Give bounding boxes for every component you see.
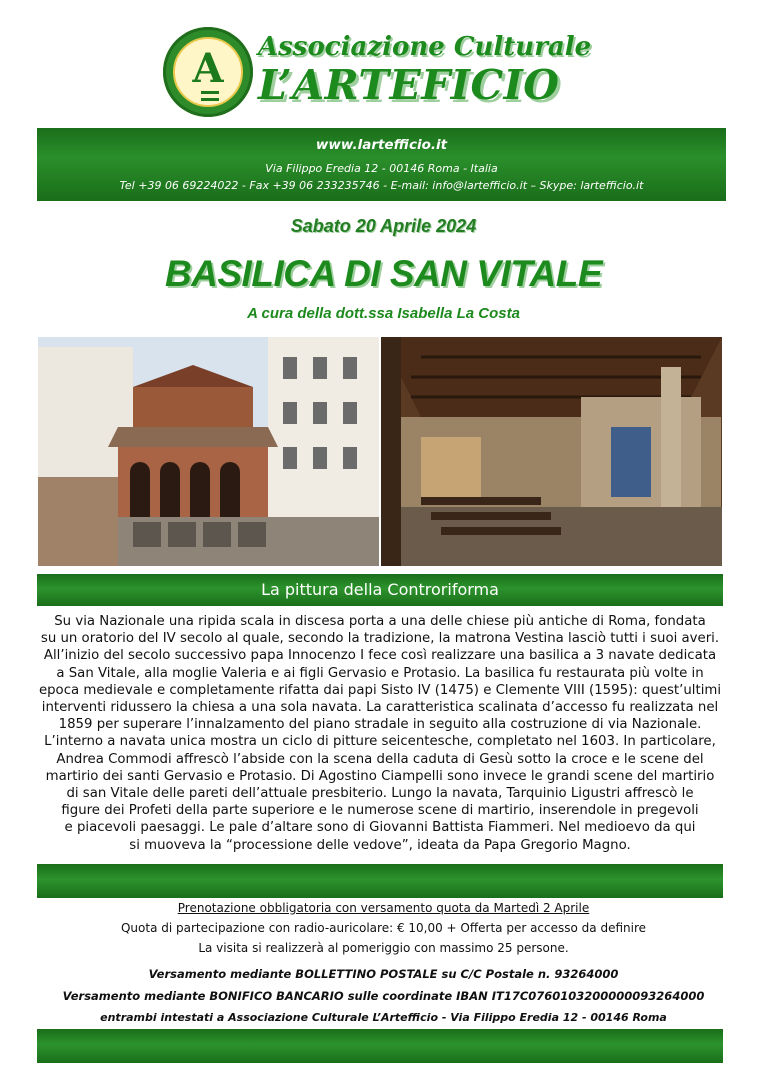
basilica-interior-photo	[381, 337, 722, 566]
exterior-illustration	[38, 337, 379, 566]
logo-letter: A	[192, 45, 224, 92]
event-title: BASILICA DI SAN VITALE	[164, 253, 603, 294]
interior-illustration	[381, 337, 722, 566]
org-name-line2: L’ARTEFICIO	[258, 61, 560, 109]
footer-band	[37, 1029, 723, 1063]
description-line: Andrea Commodi affrescò l’abside con la scena della caduta di Gesù sotto la croce e le scene del	[56, 751, 704, 767]
description-line: martirio dei santi Gervasio e Protasio. Di Agostino Ciampelli sono invece le grandi scene del martirio	[45, 768, 715, 784]
event-curator: A cura della dott.ssa Isabella La Costa	[247, 305, 520, 322]
address: Via Filippo Eredia 12 - 00146 Roma - Italia	[265, 162, 498, 175]
event-date: Sabato 20 Aprile 2024	[290, 216, 477, 236]
description-line: si muoveva la “processione delle vedove”, ideata da Papa Gregorio Magno.	[129, 837, 631, 853]
divider-band	[37, 864, 723, 898]
description-line: Su via Nazionale una ripida scala in discesa porta a una delle chiese più antiche di Roma, fondata	[54, 614, 706, 629]
section-heading: La pittura della Controriforma	[37, 574, 723, 606]
payment-recipient: entrambi intestati a Associazione Culturale L’Artefficio - Via Filippo Eredia 12 - 00146 Roma	[100, 1011, 667, 1024]
payment-bank: Versamento mediante BONIFICO BANCARIO sulle coordinate IBAN IT17C0760103200000093264000	[62, 989, 705, 1003]
description-line: figure dei Profeti della parte superiore e le numerose scene di martirio, inserendole in pregevoli	[61, 803, 699, 819]
booking-fee: Quota di partecipazione con radio-auricolare: € 10,00 + Offerta per accesso da definire	[120, 921, 647, 935]
org-name-line1: Associazione Culturale	[258, 32, 592, 62]
description-line: di san Vitale delle pareti dell’attuale presbiterio. Lungo la navata, Tarquinio Ligustri affrescò le	[66, 786, 694, 802]
logo-emblem	[173, 37, 243, 107]
contact-details: Tel +39 06 69224022 - Fax +39 06 233235746 - E-mail: info@lartefficio.it – Skype: lartefficio.it	[119, 179, 644, 192]
website-link[interactable]: www.lartefficio.it	[315, 137, 448, 153]
description-line: All’inizio del secolo successivo papa Innocenzo I fece così realizzare una basilica a 3 navate dedicata	[43, 648, 717, 664]
column-icon	[201, 91, 219, 101]
payment-postal: Versamento mediante BOLLETTINO POSTALE su C/C Postale n. 93264000	[148, 967, 619, 981]
booking-capacity: La visita si realizzerà al pomeriggio con massimo 25 persone.	[198, 941, 569, 955]
description-line: L’interno a navata unica mostra un ciclo di pitture seicentesche, completato nel 1603. In particolare,	[44, 734, 716, 750]
association-logo	[163, 27, 253, 117]
description-line: 1859 per superare l’innalzamento del piano stradale in seguito alla costruzione di via Nazionale.	[58, 717, 702, 733]
description-line: e piacevoli paesaggi. Le pale d’altare sono di Giovanni Battista Fiammeri. Nel medioevo da qui	[64, 820, 696, 836]
description-line: su un oratorio del IV secolo al quale, secondo la tradizione, la matrona Vestina lasciò tutti i suoi averi.	[40, 631, 720, 647]
description-line: epoca medievale e completamente rifatta dai papi Sisto IV (1475) e Clemente VIII (1595): quest’ultimi	[38, 682, 722, 698]
basilica-exterior-photo	[38, 337, 379, 566]
description-line: interventi ridussero la chiesa a una sola navata. La caratteristica scalinata d’accesso fu realizzata nel	[41, 700, 719, 716]
description-line: a San Vitale, alla moglie Valeria e ai figli Gervasio e Protasio. La basilica fu restaurata più volte in	[56, 665, 704, 681]
booking-notice: Prenotazione obbligatoria con versamento quota da Martedì 2 Aprile	[177, 901, 590, 915]
description-text	[37, 613, 723, 854]
contact-band	[37, 128, 726, 201]
